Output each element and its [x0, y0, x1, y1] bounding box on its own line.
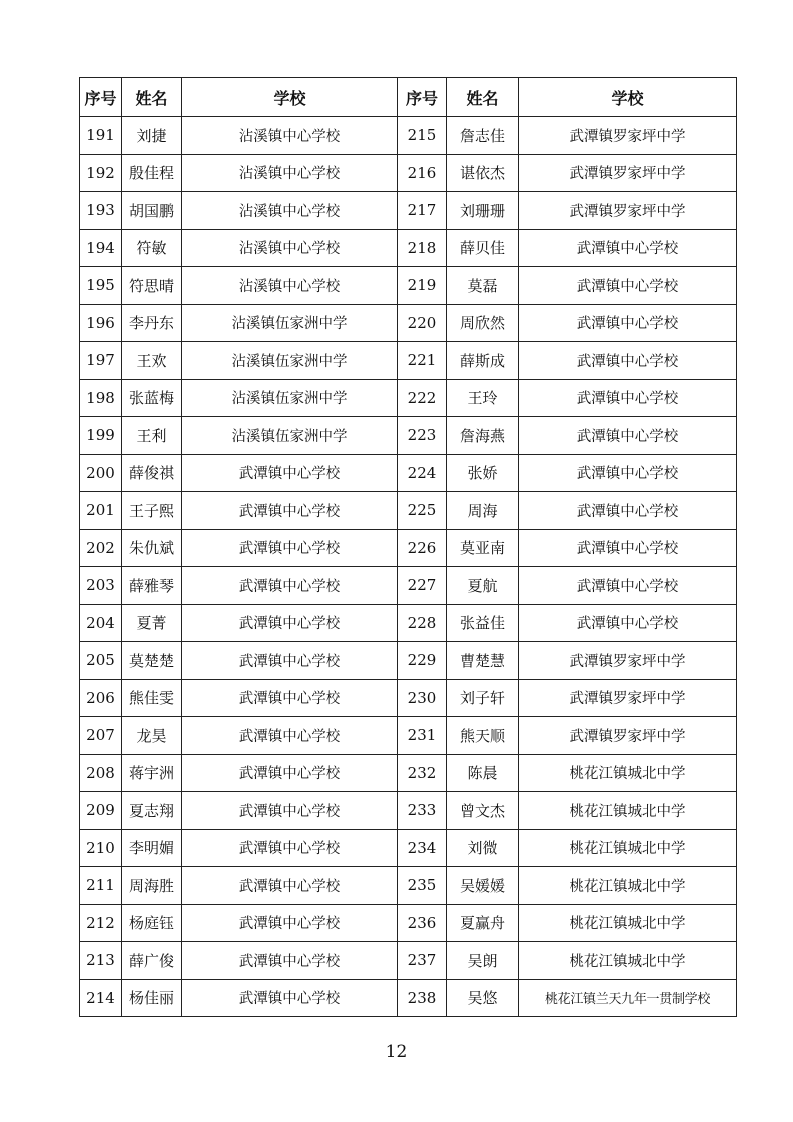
name-cell: 王子熙	[122, 492, 182, 530]
seq-cell: 221	[398, 342, 447, 380]
table-row	[80, 979, 737, 1017]
school-cell: 武潭镇中心学校	[182, 867, 398, 905]
school-cell: 武潭镇中心学校	[519, 454, 737, 492]
school-cell: 桃花江镇城北中学	[519, 754, 737, 792]
name-cell: 张娇	[447, 454, 519, 492]
school-cell: 沾溪镇伍家洲中学	[182, 342, 398, 380]
seq-cell: 233	[398, 792, 447, 830]
school-cell: 武潭镇罗家坪中学	[519, 154, 737, 192]
seq-cell: 200	[80, 454, 122, 492]
seq-cell: 205	[80, 642, 122, 680]
seq-cell: 191	[80, 117, 122, 155]
table-row	[80, 192, 737, 230]
seq-cell: 236	[398, 904, 447, 942]
table-row	[80, 829, 737, 867]
seq-cell: 209	[80, 792, 122, 830]
name-cell: 杨庭钰	[122, 904, 182, 942]
school-cell: 桃花江镇城北中学	[519, 867, 737, 905]
name-cell: 曾文杰	[447, 792, 519, 830]
seq-cell: 227	[398, 567, 447, 605]
school-cell: 武潭镇中心学校	[519, 604, 737, 642]
table-row	[80, 304, 737, 342]
name-cell: 薛雅琴	[122, 567, 182, 605]
seq-cell: 218	[398, 229, 447, 267]
seq-cell: 235	[398, 867, 447, 905]
school-cell: 武潭镇中心学校	[182, 454, 398, 492]
name-cell: 符敏	[122, 229, 182, 267]
school-cell: 武潭镇中心学校	[519, 417, 737, 455]
seq-cell: 201	[80, 492, 122, 530]
seq-cell: 222	[398, 379, 447, 417]
table-row	[80, 867, 737, 905]
seq-cell: 231	[398, 717, 447, 755]
school-cell: 武潭镇中心学校	[182, 942, 398, 980]
name-cell: 李丹东	[122, 304, 182, 342]
table-row	[80, 379, 737, 417]
table-row	[80, 942, 737, 980]
seq-cell: 228	[398, 604, 447, 642]
seq-cell: 198	[80, 379, 122, 417]
name-cell: 殷佳程	[122, 154, 182, 192]
seq-cell: 211	[80, 867, 122, 905]
seq-cell: 204	[80, 604, 122, 642]
school-cell: 武潭镇中心学校	[519, 492, 737, 530]
name-cell: 夏航	[447, 567, 519, 605]
seq-cell: 213	[80, 942, 122, 980]
seq-cell: 199	[80, 417, 122, 455]
school-cell: 武潭镇罗家坪中学	[519, 679, 737, 717]
name-cell: 符思晴	[122, 267, 182, 305]
school-cell: 武潭镇中心学校	[182, 642, 398, 680]
school-cell: 武潭镇中心学校	[519, 529, 737, 567]
table-row	[80, 117, 737, 155]
school-cell: 武潭镇中心学校	[182, 604, 398, 642]
name-cell: 夏赢舟	[447, 904, 519, 942]
school-cell: 沾溪镇伍家洲中学	[182, 304, 398, 342]
name-cell: 刘珊珊	[447, 192, 519, 230]
school-cell: 桃花江镇城北中学	[519, 942, 737, 980]
school-cell: 武潭镇中心学校	[519, 567, 737, 605]
school-cell: 沾溪镇伍家洲中学	[182, 417, 398, 455]
seq-cell: 196	[80, 304, 122, 342]
seq-cell: 219	[398, 267, 447, 305]
table-row	[80, 229, 737, 267]
seq-cell: 223	[398, 417, 447, 455]
table-row	[80, 642, 737, 680]
seq-cell: 229	[398, 642, 447, 680]
seq-cell: 206	[80, 679, 122, 717]
name-cell: 张益佳	[447, 604, 519, 642]
table-row	[80, 904, 737, 942]
school-cell: 武潭镇中心学校	[182, 754, 398, 792]
header-row	[80, 78, 737, 117]
name-cell: 詹海燕	[447, 417, 519, 455]
school-cell: 沾溪镇中心学校	[182, 229, 398, 267]
table-row	[80, 529, 737, 567]
name-cell: 夏菁	[122, 604, 182, 642]
name-cell: 夏志翔	[122, 792, 182, 830]
seq-cell: 195	[80, 267, 122, 305]
seq-cell: 207	[80, 717, 122, 755]
table-row	[80, 604, 737, 642]
school-cell: 武潭镇罗家坪中学	[519, 117, 737, 155]
school-cell: 武潭镇中心学校	[182, 679, 398, 717]
seq-cell: 197	[80, 342, 122, 380]
school-cell: 武潭镇中心学校	[519, 379, 737, 417]
school-cell: 桃花江镇城北中学	[519, 792, 737, 830]
name-cell: 熊佳雯	[122, 679, 182, 717]
name-cell: 吴朗	[447, 942, 519, 980]
table-row	[80, 717, 737, 755]
name-cell: 蒋宇洲	[122, 754, 182, 792]
seq-cell: 194	[80, 229, 122, 267]
school-cell: 沾溪镇中心学校	[182, 267, 398, 305]
name-cell: 薛贝佳	[447, 229, 519, 267]
name-cell: 王欢	[122, 342, 182, 380]
name-cell: 周欣然	[447, 304, 519, 342]
table-row	[80, 342, 737, 380]
name-cell: 刘子轩	[447, 679, 519, 717]
name-cell: 李明媚	[122, 829, 182, 867]
table-row	[80, 679, 737, 717]
school-cell: 沾溪镇中心学校	[182, 117, 398, 155]
school-cell: 桃花江镇城北中学	[519, 829, 737, 867]
name-cell: 周海胜	[122, 867, 182, 905]
seq-cell: 208	[80, 754, 122, 792]
name-cell: 薛俊祺	[122, 454, 182, 492]
name-cell: 龙昊	[122, 717, 182, 755]
seq-cell: 234	[398, 829, 447, 867]
seq-cell: 193	[80, 192, 122, 230]
name-cell: 薛广俊	[122, 942, 182, 980]
table-row	[80, 567, 737, 605]
seq-cell: 232	[398, 754, 447, 792]
school-cell: 武潭镇中心学校	[182, 492, 398, 530]
name-cell: 周海	[447, 492, 519, 530]
seq-cell: 203	[80, 567, 122, 605]
school-cell: 武潭镇中心学校	[182, 979, 398, 1017]
seq-cell: 238	[398, 979, 447, 1017]
school-cell: 武潭镇罗家坪中学	[519, 192, 737, 230]
school-cell: 武潭镇中心学校	[519, 267, 737, 305]
page-number: 12	[385, 1042, 408, 1062]
name-cell: 杨佳丽	[122, 979, 182, 1017]
table-row	[80, 454, 737, 492]
seq-cell: 212	[80, 904, 122, 942]
name-cell: 谌依杰	[447, 154, 519, 192]
seq-cell: 215	[398, 117, 447, 155]
seq-cell: 226	[398, 529, 447, 567]
school-cell: 武潭镇中心学校	[182, 792, 398, 830]
header-seq-left: 序号	[80, 78, 122, 117]
school-cell: 武潭镇中心学校	[182, 829, 398, 867]
school-cell: 桃花江镇兰天九年一贯制学校	[519, 979, 737, 1017]
seq-cell: 230	[398, 679, 447, 717]
name-cell: 陈晨	[447, 754, 519, 792]
school-cell: 武潭镇罗家坪中学	[519, 717, 737, 755]
seq-cell: 192	[80, 154, 122, 192]
name-cell: 莫亚南	[447, 529, 519, 567]
seq-cell: 237	[398, 942, 447, 980]
roster-table	[79, 77, 737, 1017]
seq-cell: 225	[398, 492, 447, 530]
name-cell: 朱仇斌	[122, 529, 182, 567]
name-cell: 曹楚慧	[447, 642, 519, 680]
name-cell: 吴悠	[447, 979, 519, 1017]
school-cell: 桃花江镇城北中学	[519, 904, 737, 942]
header-school-left: 学校	[182, 78, 398, 117]
school-cell: 武潭镇中心学校	[519, 229, 737, 267]
school-cell: 武潭镇中心学校	[182, 529, 398, 567]
table-row	[80, 792, 737, 830]
name-cell: 詹志佳	[447, 117, 519, 155]
name-cell: 王玲	[447, 379, 519, 417]
school-cell: 沾溪镇伍家洲中学	[182, 379, 398, 417]
roster-body	[80, 117, 737, 1017]
seq-cell: 202	[80, 529, 122, 567]
seq-cell: 214	[80, 979, 122, 1017]
name-cell: 莫磊	[447, 267, 519, 305]
table-row	[80, 267, 737, 305]
header-name-left: 姓名	[122, 78, 182, 117]
name-cell: 胡国鹏	[122, 192, 182, 230]
name-cell: 薛斯成	[447, 342, 519, 380]
school-cell: 沾溪镇中心学校	[182, 154, 398, 192]
name-cell: 莫楚楚	[122, 642, 182, 680]
school-cell: 沾溪镇中心学校	[182, 192, 398, 230]
table-row	[80, 154, 737, 192]
seq-cell: 220	[398, 304, 447, 342]
school-cell: 武潭镇中心学校	[182, 904, 398, 942]
school-cell: 武潭镇中心学校	[519, 342, 737, 380]
header-seq-right: 序号	[398, 78, 447, 117]
seq-cell: 210	[80, 829, 122, 867]
seq-cell: 216	[398, 154, 447, 192]
table-row	[80, 417, 737, 455]
name-cell: 刘捷	[122, 117, 182, 155]
name-cell: 张蓝梅	[122, 379, 182, 417]
school-cell: 武潭镇罗家坪中学	[519, 642, 737, 680]
header-name-right: 姓名	[447, 78, 519, 117]
school-cell: 武潭镇中心学校	[182, 717, 398, 755]
table-row	[80, 492, 737, 530]
school-cell: 武潭镇中心学校	[182, 567, 398, 605]
seq-cell: 224	[398, 454, 447, 492]
seq-cell: 217	[398, 192, 447, 230]
name-cell: 熊天顺	[447, 717, 519, 755]
header-school-right: 学校	[519, 78, 737, 117]
name-cell: 吴媛媛	[447, 867, 519, 905]
school-cell: 武潭镇中心学校	[519, 304, 737, 342]
table-row	[80, 754, 737, 792]
name-cell: 王利	[122, 417, 182, 455]
name-cell: 刘微	[447, 829, 519, 867]
